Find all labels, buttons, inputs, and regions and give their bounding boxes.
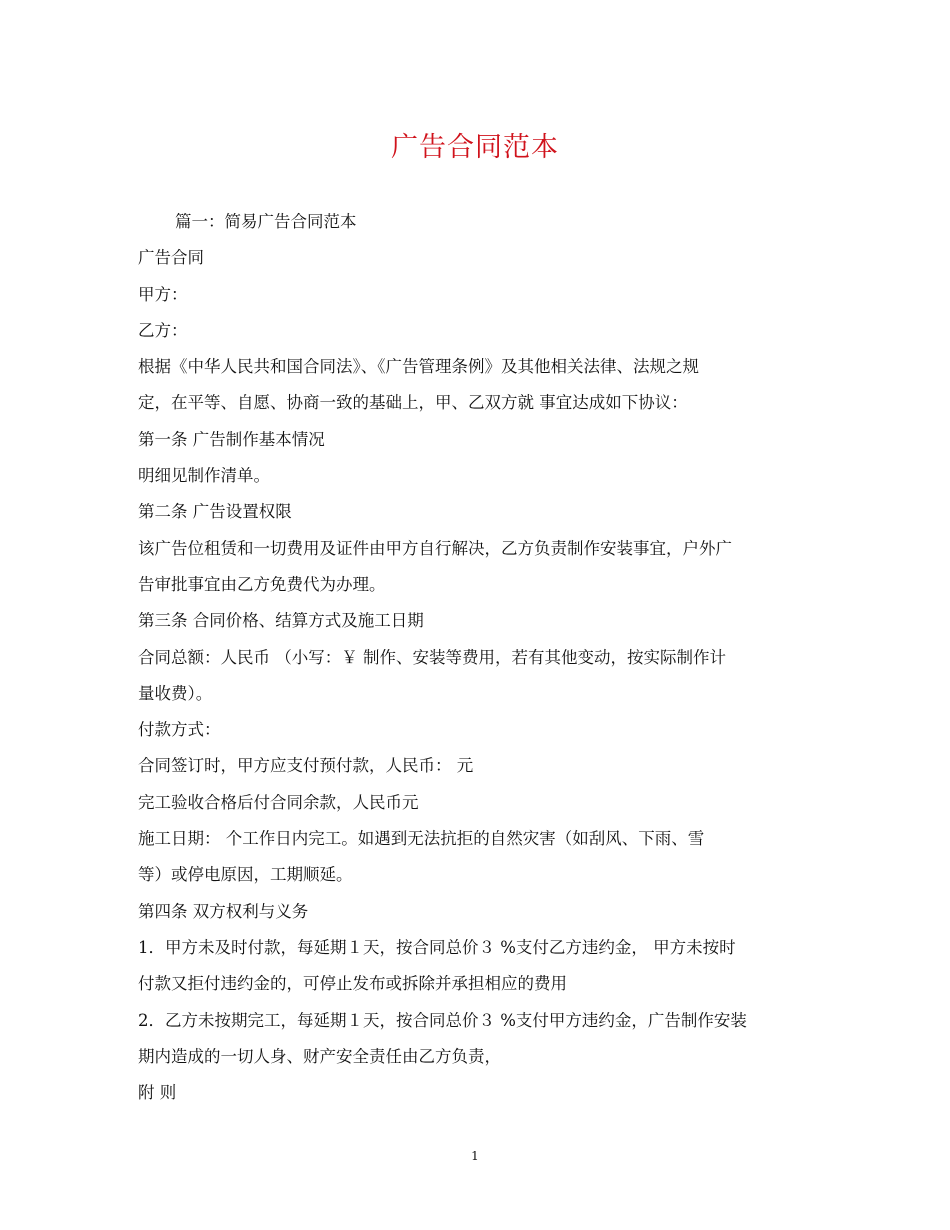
article-heading: 第四条 双方权利与义务 — [138, 901, 309, 921]
article-heading: 第一条 广告制作基本情况 — [138, 429, 325, 449]
paragraph-line: 合同总额：人民币 （小写：￥ 制作、安装等费用，若有其他变动，按实际制作计 — [138, 647, 726, 667]
paragraph-line: 期内造成的一切人身、财产安全责任由乙方负责， — [138, 1046, 501, 1066]
article-heading: 第三条 合同价格、结算方式及施工日期 — [138, 611, 424, 631]
paragraph-line: 定，在平等、自愿、协商一致的基础上，甲、乙双方就 事宜达成如下协议： — [138, 393, 688, 413]
paragraph-line: 明细见制作清单。 — [138, 466, 270, 486]
paragraph-line: 施工日期： 个工作日内完工。如遇到无法抗拒的自然灾害（如刮风、下雨、雪 — [138, 829, 705, 849]
paragraph-line: 根据《中华人民共和国合同法》、《广告管理条例》及其他相关法律、法规之规 — [138, 357, 699, 377]
section-heading: 篇一：简易广告合同范本 — [175, 212, 357, 231]
paragraph-line: 广告合同 — [138, 248, 204, 268]
paragraph-line: 该广告位租赁和一切费用及证件由甲方自行解决，乙方负责制作安装事宜，户外广 — [138, 538, 732, 558]
paragraph-line: 完工验收合格后付合同余款，人民币元 — [138, 792, 419, 812]
document-body — [138, 204, 818, 1111]
paragraph-line: 等）或停电原因，工期顺延。 — [138, 865, 353, 885]
party-b-line: 乙方： — [138, 320, 188, 340]
paragraph-line: 付款方式： — [138, 720, 221, 740]
article-heading: 第二条 广告设置权限 — [138, 502, 292, 522]
paragraph-line: 1．甲方未及时付款，每延期１天，按合同总价３ %支付乙方违约金， 甲方未按时 — [138, 937, 736, 957]
section-heading: 附 则 — [138, 1083, 177, 1103]
paragraph-line: 2．乙方未按期完工，每延期１天，按合同总价３ %支付甲方违约金，广告制作安装 — [138, 1010, 747, 1030]
party-a-line: 甲方： — [138, 284, 188, 304]
paragraph-line: 告审批事宜由乙方免费代为办理。 — [138, 574, 386, 594]
page-number: 1 — [471, 1149, 479, 1163]
paragraph-line: 量收费）。 — [138, 683, 213, 703]
paragraph-line: 付款又拒付违约金的，可停止发布或拆除并承担相应的费用 — [138, 974, 567, 994]
paragraph-line: 合同签订时，甲方应支付预付款，人民币： 元 — [138, 756, 474, 776]
document-title: 广告合同范本 — [391, 132, 559, 163]
